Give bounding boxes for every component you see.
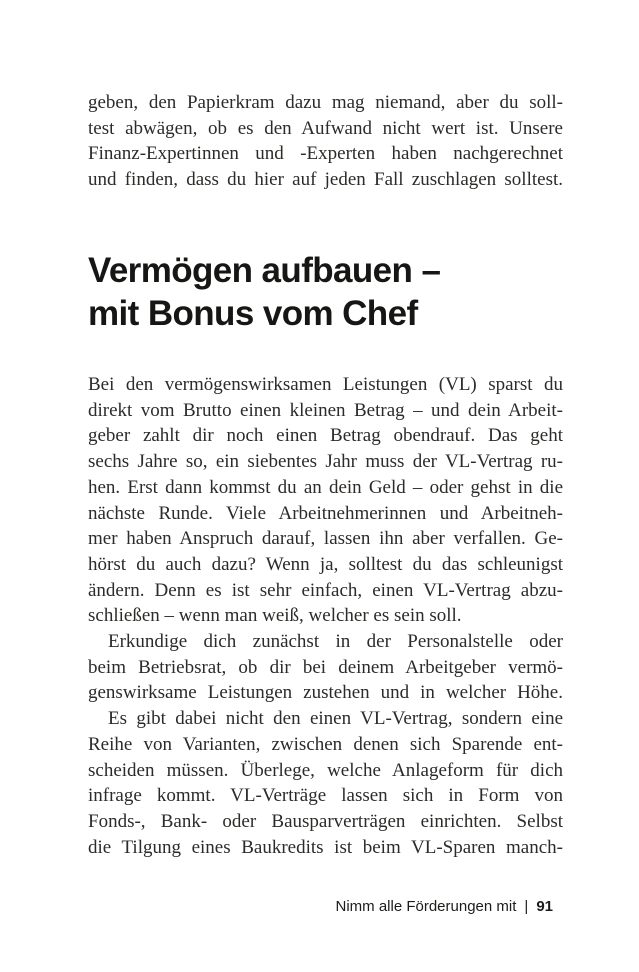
text-line: geben, den Papierkram dazu mag niemand, aber du soll-: [88, 92, 563, 113]
text-line: test abwägen, ob es den Aufwand nicht wert ist. Unsere: [88, 117, 563, 139]
text-line: hörst du auch dazu? Wenn ja, solltest du das schleunigst: [88, 553, 563, 575]
text-line: die Tilgung eines Baukredits ist beim VL-Sparen manch-: [88, 836, 563, 858]
intro-paragraph: [88, 90, 563, 193]
text-line: hen. Erst dann kommst du an dein Geld – oder gehst in die: [88, 476, 563, 498]
running-title: Nimm alle Förderungen mit: [335, 898, 517, 915]
text-line: genswirksame Leistungen zustehen und in welcher Höhe.: [88, 682, 563, 704]
text-line: geber zahlt dir noch einen Betrag obendrauf. Das geht: [88, 425, 563, 447]
text-line: scheiden müssen. Überlege, welche Anlageform für dich: [88, 759, 563, 781]
text-line: Bei den vermögenswirksamen Leistungen (VL) sparst du: [88, 374, 563, 395]
text-line: infrage kommt. VL-Verträge lassen sich in Form von: [88, 785, 563, 807]
text-line: mer haben Anspruch darauf, lassen ihn aber verfallen. Ge-: [88, 528, 563, 550]
text-line: und finden, dass du hier auf jeden Fall zuschlagen solltest.: [88, 169, 563, 191]
text-line: ändern. Denn es ist sehr einfach, einen VL-Vertrag abzu-: [88, 579, 563, 601]
chapter-heading: [88, 249, 568, 335]
text-line: Erkundige dich zunächst in der Personalstelle oder: [108, 631, 563, 653]
text-line: nächste Runde. Viele Arbeitnehmerinnen und Arbeitneh-: [88, 502, 563, 524]
chapter-heading-line: mit Bonus vom Chef: [88, 294, 418, 333]
text-line: Reihe von Varianten, zwischen denen sich Sparende ent-: [88, 733, 563, 755]
page-footer: [88, 897, 553, 917]
footer-separator: |: [524, 898, 529, 915]
text-line: Es gibt dabei nicht den einen VL-Vertrag, sondern eine: [108, 708, 563, 730]
text-line: Finanz-Expertinnen und -Experten haben nachgerechnet: [88, 143, 563, 165]
page-number: 91: [536, 898, 553, 915]
main-text: [88, 372, 563, 860]
text-line: schließen – wenn man weiß, welcher es sein soll.: [88, 605, 462, 627]
text-line: direkt vom Brutto einen kleinen Betrag – und dein Arbeit-: [88, 399, 563, 421]
text-line: beim Betriebsrat, ob dir bei deinem Arbeitgeber vermö-: [88, 656, 563, 678]
text-line: Fonds-, Bank- oder Bausparverträgen einrichten. Selbst: [88, 810, 563, 832]
chapter-heading-line: Vermögen aufbauen –: [88, 251, 441, 290]
text-line: sechs Jahre so, ein siebentes Jahr muss der VL-Vertrag ru-: [88, 451, 563, 473]
